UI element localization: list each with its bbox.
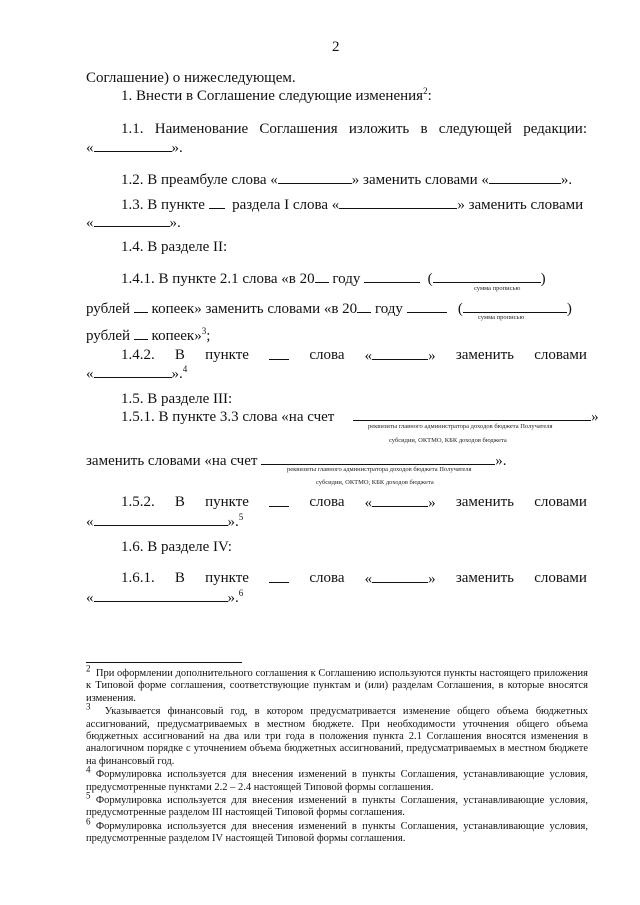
word: слова	[309, 347, 345, 363]
item-1-4-2-line2	[86, 364, 187, 383]
quote-close: »	[428, 348, 436, 364]
word: следующей	[438, 121, 512, 137]
word: в	[420, 121, 428, 137]
paren: )	[540, 271, 546, 287]
text: копеек» заменить словами «в 20	[151, 301, 358, 317]
footnote-separator	[86, 662, 242, 663]
text: рублей	[86, 301, 131, 317]
text: 1.3. В пункте	[121, 197, 205, 213]
quote-close: ».	[227, 590, 239, 606]
account-details-field[interactable]	[261, 451, 495, 465]
footnote-2	[86, 663, 589, 705]
quote-open: «	[364, 571, 373, 587]
quote-open: «	[86, 514, 94, 530]
footnote-ref-3: 3	[201, 326, 207, 336]
text: году	[332, 271, 361, 287]
footnote-ref-5: 5	[238, 512, 244, 522]
blank-field[interactable]	[134, 299, 148, 313]
paren: )	[566, 301, 572, 317]
footnote-text: Формулировка используется для внесения изменений в пункты Соглашения, устанавливающие условия, предусмотренные разделом III настоящей Типовой формы соглашения.	[86, 795, 588, 819]
word: 1.5.2.	[121, 494, 155, 510]
paren: (	[427, 271, 433, 287]
word: словами	[534, 494, 587, 510]
blank-field[interactable]	[269, 493, 289, 507]
text: копеек»	[151, 328, 202, 344]
word: пункте	[205, 347, 249, 363]
sum-in-words-field[interactable]	[463, 299, 567, 313]
account-note-2: субсидии, ОКТМО, КБК доходов бюджета	[316, 479, 434, 486]
quote-close: ».	[495, 453, 507, 469]
account-note-2: субсидии, ОКТМО, КБК доходов бюджета	[389, 437, 507, 444]
page-number: 2	[332, 39, 340, 55]
word: слова	[309, 570, 345, 586]
word: 1.6.1.	[121, 570, 155, 586]
item-1-1-line1	[121, 120, 587, 138]
footnote-ref-4: 4	[182, 364, 188, 374]
footnote-number: 5	[86, 790, 91, 801]
item-1-6-1-line2	[86, 588, 243, 607]
quote-open: «	[86, 590, 94, 606]
blank-field[interactable]	[94, 213, 170, 227]
sum-note: сумма прописью	[478, 314, 525, 321]
blank-field[interactable]	[372, 346, 428, 360]
blank-field[interactable]	[94, 138, 172, 152]
quote-close: ».	[171, 140, 183, 156]
word: В	[174, 494, 185, 510]
item-1-text: 1. Внести в Соглашение следующие изменения	[121, 88, 424, 104]
word: словами	[534, 347, 587, 363]
text: » заменить словами	[457, 197, 584, 213]
footnote-text: При оформлении дополнительного соглашения к Соглашению используются пункты настоящего приложения к Типовой форме соглашения, соответствующие пунктам и (или) разделам Соглашения, в которые вносятся изменения.	[86, 668, 589, 704]
blank-field[interactable]	[357, 299, 371, 313]
item-1-5-2-line2	[86, 512, 243, 531]
word: редакции:	[523, 121, 587, 137]
word: 1.1.	[121, 121, 144, 137]
item-1-6: 1.6. В разделе IV:	[121, 539, 232, 555]
text: ».	[560, 172, 573, 188]
blank-field[interactable]	[489, 170, 561, 184]
quote-open: «	[364, 348, 373, 364]
word: слова	[309, 494, 345, 510]
intro-line: Соглашение) о нижеследующем.	[86, 70, 296, 86]
item-1-6-1-line1	[121, 569, 587, 588]
item-1: 1. Внести в Соглашение следующие изменения$^2$:	[121, 86, 432, 104]
text: » заменить словами «	[351, 172, 489, 188]
item-1-3	[121, 195, 583, 214]
word: Соглашения	[259, 121, 338, 137]
footnote-number: 4	[86, 764, 91, 775]
blank-field[interactable]	[269, 569, 289, 583]
quote-open: «	[364, 495, 373, 511]
blank-field[interactable]	[94, 588, 228, 602]
word: пункте	[205, 570, 249, 586]
account-note-1: реквизиты главного администратора доходов бюджета Получателя	[287, 466, 472, 473]
blank-field[interactable]	[315, 269, 329, 283]
quote-close: ».	[227, 514, 239, 530]
text: ;	[206, 328, 211, 344]
blank-field[interactable]	[364, 269, 420, 283]
footnotes	[86, 663, 589, 846]
text: рублей	[86, 328, 131, 344]
blank-field[interactable]	[372, 493, 428, 507]
blank-field[interactable]	[278, 170, 352, 184]
text: году	[374, 301, 403, 317]
item-1-4-2-line1	[121, 346, 587, 365]
footnote-number: 6	[86, 816, 91, 827]
quote-open: «	[86, 366, 94, 382]
blank-field[interactable]	[94, 364, 172, 378]
word: 1.4.2.	[121, 347, 155, 363]
footnote-6	[86, 816, 588, 846]
text: 1.5.1. В пункте 3.3 слова «на счет	[121, 409, 335, 425]
quote-close: ».	[171, 366, 183, 382]
blank-field[interactable]	[209, 195, 225, 209]
account-details-field[interactable]	[353, 407, 591, 421]
word: изложить	[348, 121, 410, 137]
item-1-3-line2	[86, 213, 181, 232]
blank-field[interactable]	[134, 326, 148, 340]
footnote-5	[86, 790, 588, 820]
word: Наименование	[154, 121, 249, 137]
quote-close: »	[428, 495, 436, 511]
footnote-text: Формулировка используется для внесения изменений в пункты Соглашения, устанавливающие условия, предусмотренные пунктами 2.2 – 2.4 настоящей Типовой формы соглашения.	[86, 769, 588, 793]
footnote-4	[86, 764, 588, 794]
quote-close: ».	[169, 215, 181, 231]
blank-field[interactable]	[269, 346, 289, 360]
blank-field[interactable]	[94, 512, 228, 526]
word: заменить	[455, 570, 515, 586]
word: заменить	[455, 347, 515, 363]
item-1-5: 1.5. В разделе III:	[121, 391, 233, 407]
item-1-4: 1.4. В разделе II:	[121, 239, 228, 255]
text: 1.2. В преамбуле слова «	[121, 172, 278, 188]
account-note-1: реквизиты главного администратора доходов бюджета Получателя	[368, 423, 553, 430]
item-1-2	[121, 170, 572, 189]
footnote-number: 2	[86, 663, 91, 674]
sum-in-words-field[interactable]	[433, 269, 541, 283]
item-1-5-2-line1	[121, 493, 587, 512]
blank-field[interactable]	[407, 299, 447, 313]
text: 1.4.1. В пункте 2.1 слова «в 20	[121, 271, 315, 287]
quote-open: «	[86, 140, 94, 156]
rubles-line-2	[86, 326, 210, 345]
text: заменить словами «на счет	[86, 453, 258, 469]
blank-field[interactable]	[372, 569, 428, 583]
footnote-3	[86, 701, 589, 768]
footnote-ref-6: 6	[238, 588, 244, 598]
word: пункте	[205, 494, 249, 510]
quote-open: «	[86, 215, 94, 231]
footnote-number: 3	[86, 701, 91, 712]
paren: (	[457, 301, 463, 317]
blank-field[interactable]	[339, 195, 457, 209]
footnote-ref-2: 2	[423, 86, 428, 96]
footnote-text: Формулировка используется для внесения изменений в пункты Соглашения, устанавливающие условия, предусмотренные разделом IV настоящей Типовой формы соглашения.	[86, 820, 588, 845]
text: раздела I слова «	[232, 197, 340, 213]
sum-note: сумма прописью	[474, 285, 521, 292]
footnote-text: Указывается финансовый год, в котором предусматривается изменение общего объема бюджетных ассигнований, предусматриваемых в местном бюджете. При необходимости уточнения общего объема бюджетных ассигнований на два или три года в положения пункта 2.1 Соглашения вносятся изменения в аналогичном порядке с уточнением объема бюджетных ассигнований, предусматриваемых в местном бюджете на финансовый год.	[86, 706, 589, 767]
word: заменить	[455, 494, 515, 510]
quote-close: »	[428, 571, 436, 587]
word: В	[174, 570, 185, 586]
quote-close: »	[591, 409, 599, 425]
item-1-1-line2	[86, 138, 183, 157]
word: словами	[534, 570, 587, 586]
word: В	[174, 347, 185, 363]
